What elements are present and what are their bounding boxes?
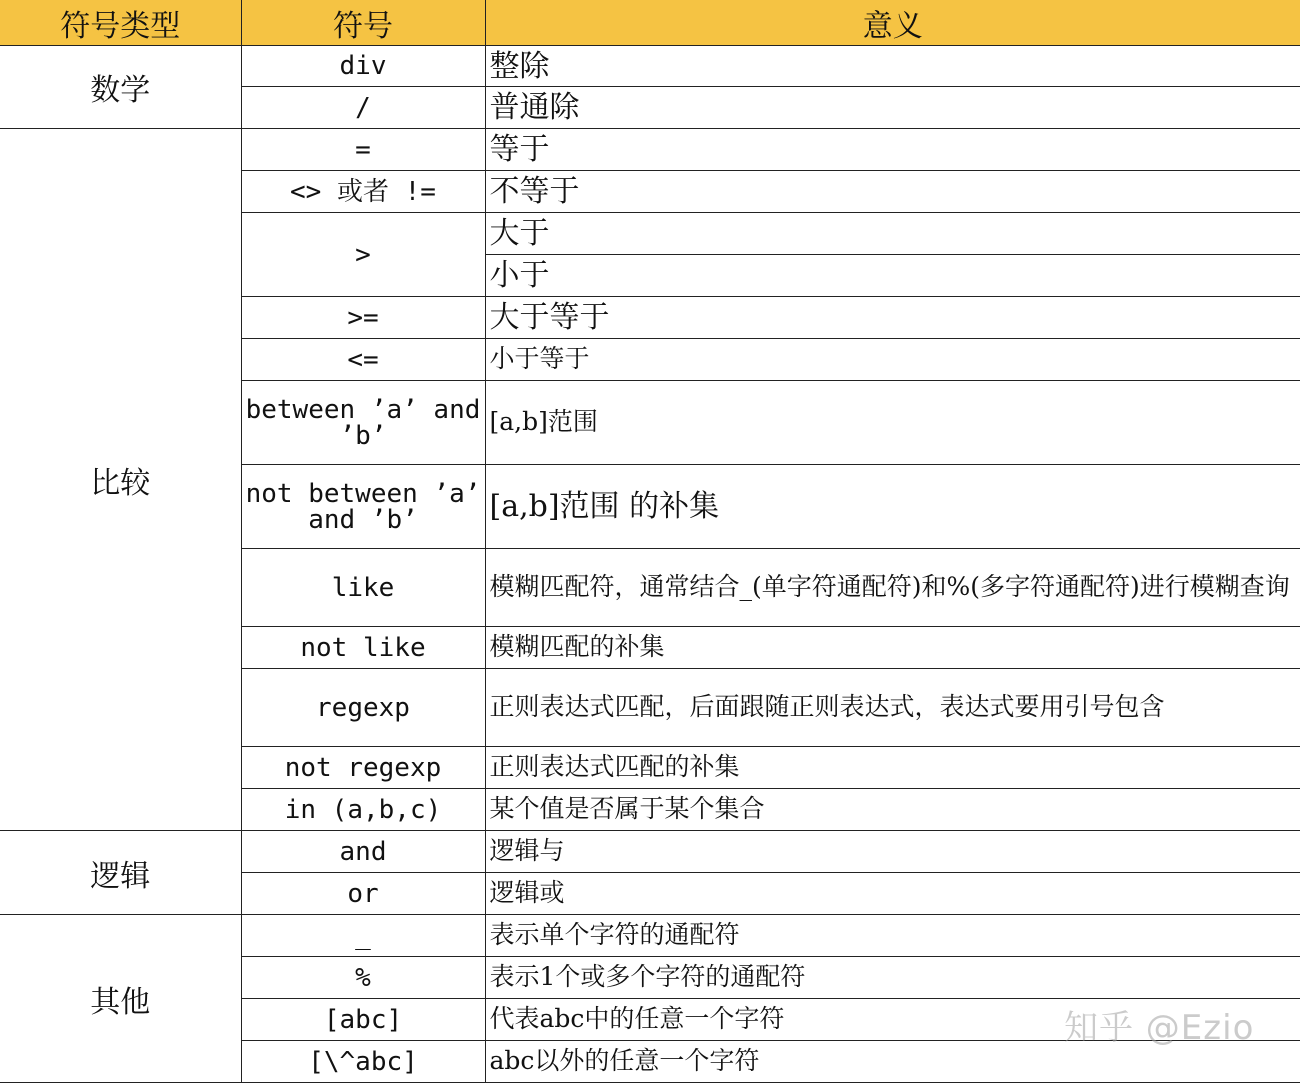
symbol-cell: % [241, 957, 485, 999]
symbol-cell: regexp [241, 669, 485, 747]
symbol-cell: <= [241, 339, 485, 381]
meaning-cell: [a,b]范围 [485, 381, 1300, 465]
header-meaning: 意义 [485, 1, 1300, 46]
symbol-cell: [\^abc] [241, 1041, 485, 1083]
meaning-cell: 模糊匹配的补集 [485, 627, 1300, 669]
symbol-cell: and [241, 831, 485, 873]
symbol-cell: div [241, 46, 485, 87]
group-math: 数学 [0, 46, 241, 129]
meaning-cell: 代表abc中的任意一个字符 [485, 999, 1300, 1041]
symbol-cell: >= [241, 297, 485, 339]
header-symbol: 符号 [241, 1, 485, 46]
symbol-cell: not like [241, 627, 485, 669]
meaning-cell: abc以外的任意一个字符 [485, 1041, 1300, 1083]
header-row [0, 1, 1300, 46]
symbol-cell: not regexp [241, 747, 485, 789]
table-row [0, 129, 1300, 171]
meaning-cell: 正则表达式匹配，后面跟随正则表达式，表达式要用引号包含 [485, 669, 1300, 747]
symbol-cell: > [241, 213, 485, 297]
meaning-cell: 表示单个字符的通配符 [485, 915, 1300, 957]
meaning-cell: 整除 [485, 46, 1300, 87]
meaning-cell: 正则表达式匹配的补集 [485, 747, 1300, 789]
meaning-cell: 某个值是否属于某个集合 [485, 789, 1300, 831]
symbol-cell: <> 或者 != [241, 171, 485, 213]
meaning-cell: 等于 [485, 129, 1300, 171]
meaning-cell: 大于等于 [485, 297, 1300, 339]
table-row [0, 46, 1300, 87]
symbol-cell: like [241, 549, 485, 627]
meaning-cell: 普通除 [485, 87, 1300, 129]
group-compare: 比较 [0, 129, 241, 831]
symbol-cell: / [241, 87, 485, 129]
meaning-cell: 大于 [485, 213, 1300, 255]
symbol-cell: between ’a’ and ’b’ [241, 381, 485, 465]
symbol-cell: not between ’a’ and ’b’ [241, 465, 485, 549]
symbol-cell: in (a,b,c) [241, 789, 485, 831]
meaning-cell: 小于等于 [485, 339, 1300, 381]
table-row [0, 915, 1300, 957]
meaning-cell: 逻辑或 [485, 873, 1300, 915]
meaning-cell: 表示1个或多个字符的通配符 [485, 957, 1300, 999]
meaning-cell: 小于 [485, 255, 1300, 297]
header-type: 符号类型 [0, 1, 241, 46]
meaning-cell: 逻辑与 [485, 831, 1300, 873]
symbol-cell: or [241, 873, 485, 915]
watermark: 知乎 @Ezio [1064, 1008, 1255, 1048]
group-other: 其他 [0, 915, 241, 1083]
meaning-cell: [a,b]范围 的补集 [485, 465, 1300, 549]
meaning-cell: 模糊匹配符，通常结合_(单字符通配符)和%(多字符通配符)进行模糊查询 [485, 549, 1300, 627]
group-logic: 逻辑 [0, 831, 241, 915]
symbol-cell: _ [241, 915, 485, 957]
symbol-cell: = [241, 129, 485, 171]
symbol-cell: [abc] [241, 999, 485, 1041]
table-row [0, 831, 1300, 873]
meaning-cell: 不等于 [485, 171, 1300, 213]
